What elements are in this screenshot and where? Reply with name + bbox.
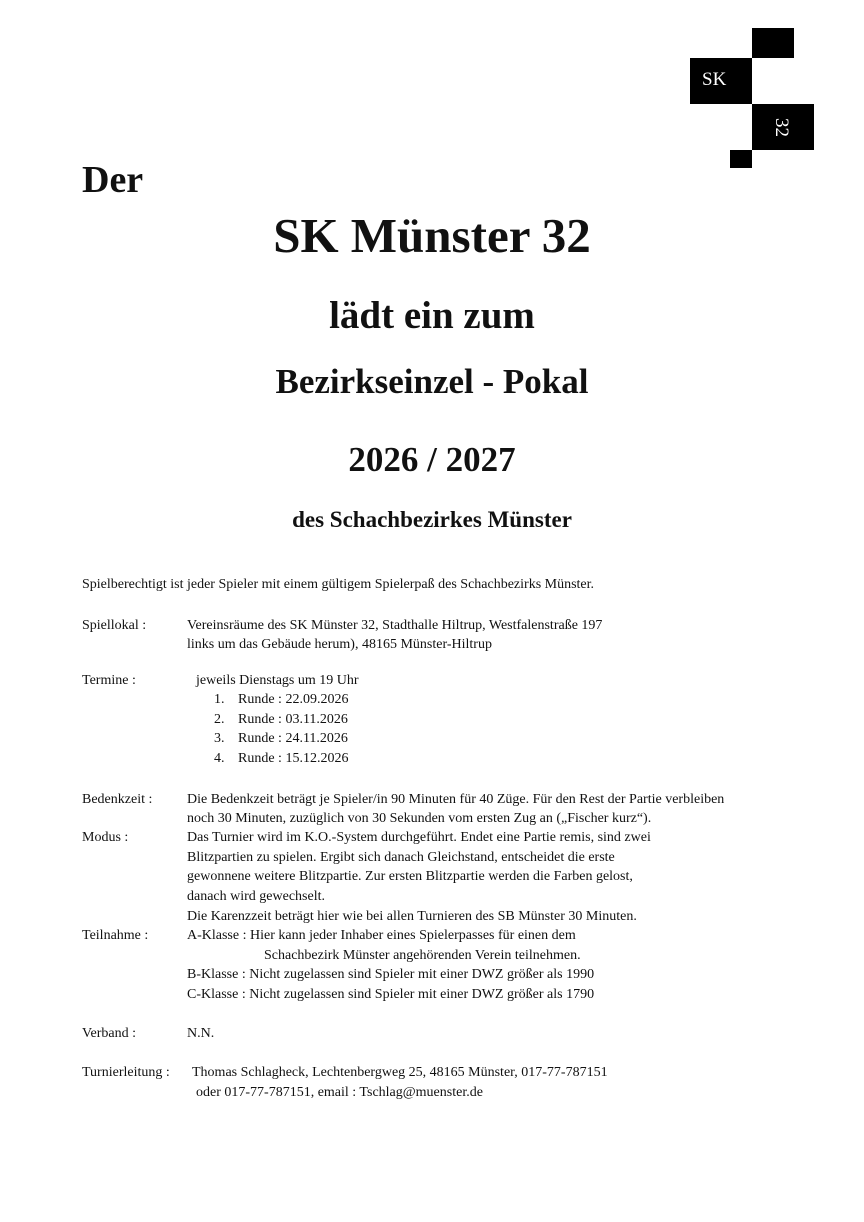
round-item: Runde : 03.11.2026 (238, 712, 348, 727)
heading-club: SK Münster 32 (273, 208, 591, 263)
logo-text-sk: SK (702, 69, 727, 90)
round-item: Runde : 24.11.2026 (238, 731, 348, 746)
heading-invite: lädt ein zum (329, 294, 535, 337)
participation-line-2: Schachbezirk Münster angehörenden Verein teilnehmen. (264, 948, 581, 963)
participation-line-3: B-Klasse : Nicht zugelassen sind Spieler mit einer DWZ größer als 1990 (187, 967, 595, 982)
venue-line-1: Vereinsräume des SK Münster 32, Stadthalle Hiltrup, Westfalenstraße 197 (187, 618, 603, 633)
round-number: 4. (214, 751, 225, 766)
director-line-1: Thomas Schlagheck, Lechtenbergweg 25, 48165 Münster, 017-77-787151 (192, 1065, 608, 1080)
venue-label: Spiellokal : (82, 618, 147, 633)
director-line-2: oder 017-77-787151, email : Tschlag@muenster.de (196, 1085, 483, 1100)
association-label: Verband : (82, 1026, 137, 1041)
mode-label: Modus : (82, 830, 129, 845)
round-number: 3. (214, 731, 225, 746)
time-control-line-1: Die Bedenkzeit beträgt je Spieler/in 90 Minuten für 40 Züge. Für den Rest der Partie verbleiben (187, 792, 725, 807)
participation-line-4: C-Klasse : Nicht zugelassen sind Spieler mit einer DWZ größer als 1790 (187, 987, 595, 1002)
participation-label: Teilnahme : (82, 928, 149, 943)
heading-district: des Schachbezirkes Münster (292, 507, 572, 532)
mode-line-4: danach wird gewechselt. (187, 889, 325, 904)
time-control-line-2: noch 30 Minuten, zuzüglich von 30 Sekunden vom ersten Zug an („Fischer kurz“). (187, 811, 652, 826)
heading-event: Bezirkseinzel - Pokal (275, 362, 589, 401)
logo-text-32: 32 (771, 118, 792, 137)
round-item: Runde : 22.09.2026 (238, 692, 349, 707)
logo-block-top (752, 28, 794, 58)
association-value: N.N. (187, 1026, 215, 1041)
dates-intro: jeweils Dienstags um 19 Uhr (196, 673, 359, 688)
dates-label: Termine : (82, 673, 136, 688)
venue-line-2: links um das Gebäude herum), 48165 Münster-Hiltrup (187, 637, 492, 652)
heading-season: 2026 / 2027 (348, 440, 516, 479)
mode-line-5: Die Karenzzeit beträgt hier wie bei allen Turnieren des SB Münster 30 Minuten. (187, 909, 637, 924)
mode-line-1: Das Turnier wird im K.O.-System durchgeführt. Endet eine Partie remis, sind zwei (187, 830, 651, 845)
logo-block-bottom (730, 150, 752, 168)
heading-der: Der (82, 159, 144, 201)
round-item: Runde : 15.12.2026 (238, 751, 349, 766)
participation-line-1: A-Klasse : Hier kann jeder Inhaber eines Spielerpasses für einen dem (187, 928, 576, 943)
round-number: 2. (214, 712, 225, 727)
eligibility-text: Spielberechtigt ist jeder Spieler mit einem gültigem Spielerpaß des Schachbezirks Münster. (82, 577, 595, 592)
mode-line-2: Blitzpartien zu spielen. Ergibt sich danach Gleichstand, entscheidet die erste (187, 850, 615, 865)
round-number: 1. (214, 692, 225, 707)
director-label: Turnierleitung : (82, 1065, 170, 1080)
mode-line-3: gewonnene weitere Blitzpartie. Zur ersten Blitzpartie werden die Farben gelost, (187, 869, 633, 884)
time-control-label: Bedenkzeit : (82, 792, 153, 807)
